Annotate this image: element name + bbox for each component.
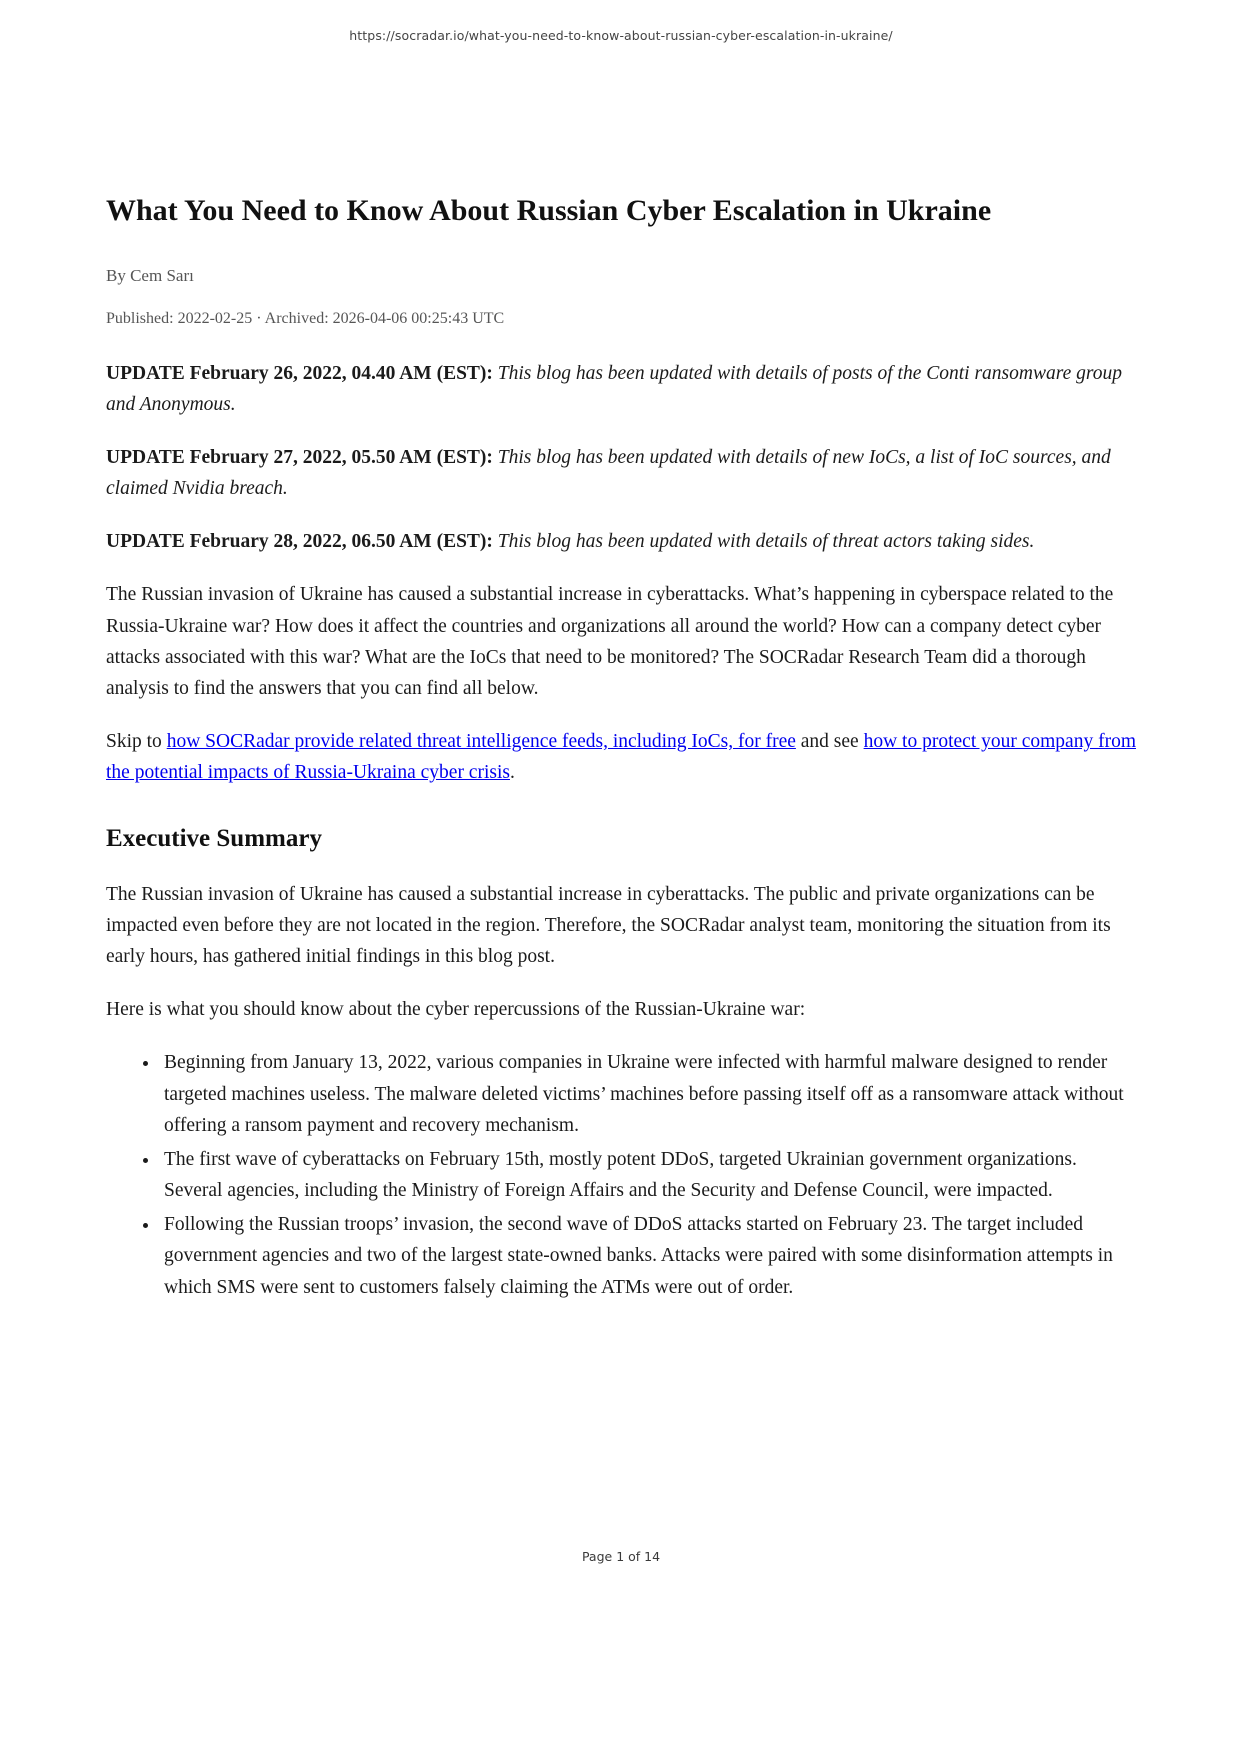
update-text-1: This blog has been updated with details of posts of the Conti ransomware group and Anonymous. [106,362,1122,415]
summary-paragraph-1: The Russian invasion of Ukraine has caused a substantial increase in cyberattacks. The public and private organizations can be impacted even before they are not located in the region. Therefore, the SOCRadar analyst team, monitoring the situation from its early hours, has gathered initial findings in this blog post. [106,883,1111,967]
publish-meta: Published: 2022-02-25 · Archived: 2026-04-06 00:25:43 UTC [106,309,505,327]
bullet-item-3: • Following the Russian troops’ invasion, the second wave of DDoS attacks started on February 23. The target included government agencies and two of the largest state-owned banks. Attacks were paired with some disinformation attempts in which SMS were sent to customers falsely claiming the ATMs were out of order. [160,1209,1136,1303]
print-header-url: https://socradar.io/what-you-need-to-know-about-russian-cyber-escalation-in-ukraine/ [349,28,893,43]
section-heading-executive-summary: Executive Summary [106,824,322,852]
bullet-item-1: • Beginning from January 13, 2022, various companies in Ukraine were infected with harmful malware designed to render targeted machines useless. The malware deleted victims’ machines before passing itself off as a ransomware attack without offering a ransom payment and recovery mechanism. [160,1047,1136,1141]
byline: By Cem Sarı [106,265,194,285]
article-content [106,0,1136,1325]
summary-paragraph-2: Here is what you should know about the cyber repercussions of the Russian-Ukraine war: [106,999,806,1021]
intro-paragraph: The Russian invasion of Ukraine has caused a substantial increase in cyberattacks. What’s happening in cyberspace related to the Russia-Ukraine war? How does it affect the countries and organizations all around the world? How can a company detect cyber attacks associated with this war? What are the IoCs that need to be monitored? The SOCRadar Research Team did a thorough analysis to find the answers that you can find all below. [106,584,1114,699]
update-paragraph-2 [106,442,1136,504]
skip-suffix: . [509,762,515,784]
update-text-3: This blog has been updated with details of threat actors taking sides. [497,531,1035,553]
update-text-2: This blog has been updated with details of new IoCs, a list of IoC sources, and claimed Nvidia breach. [106,446,1111,500]
link-protect-company[interactable]: how to protect your company from the potential impacts of Russia-Ukraina cyber crisis [106,731,1136,784]
bullet-item-2: • The first wave of cyberattacks on February 15th, mostly potent DDoS, targeted Ukrainian government organizations. Several agencies, including the Ministry of Foreign Affairs and the Security and Defense Council, were impacted. [160,1144,1136,1206]
update-paragraph-1 [106,358,1136,420]
skip-prefix: Skip to [106,731,167,753]
summary-bullet-list [106,1047,1136,1303]
update-label-2: UPDATE February 27, 2022, 05.50 AM (EST): [106,446,493,468]
update-paragraph-3 [106,526,1136,557]
update-label-1: UPDATE February 26, 2022, 04.40 AM (EST): [106,362,493,384]
page-footer: Page 1 of 14 [581,1549,661,1564]
page-title: What You Need to Know About Russian Cyber Escalation in Ukraine [106,194,992,227]
skip-paragraph [106,726,1136,788]
link-threat-intel-feeds[interactable]: how SOCRadar provide related threat intelligence feeds, including IoCs, for free [166,731,796,753]
skip-middle: and see [795,731,864,753]
update-label-3: UPDATE February 28, 2022, 06.50 AM (EST): [106,531,493,553]
